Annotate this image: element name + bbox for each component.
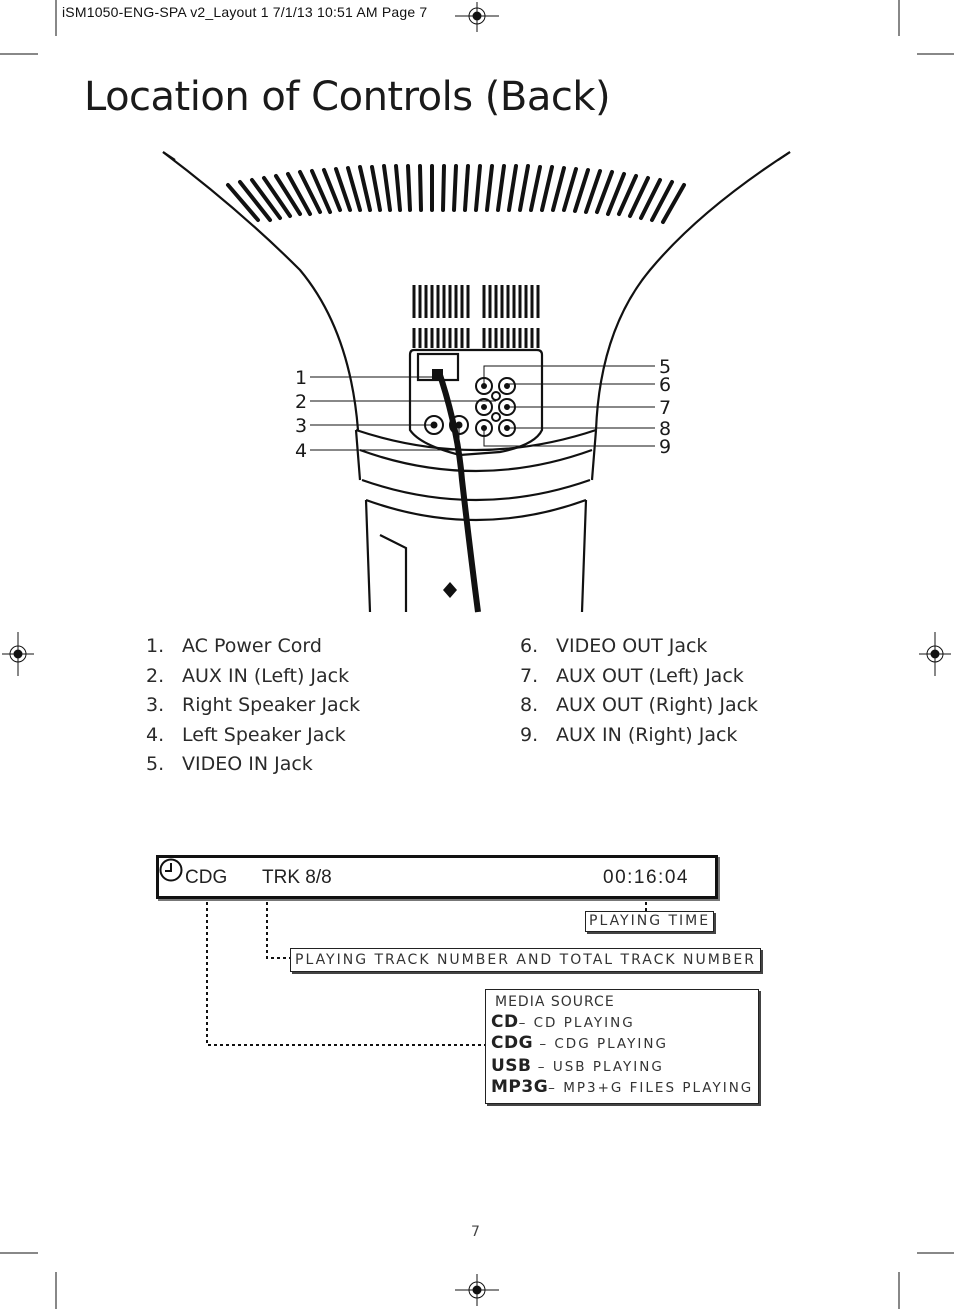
callout-2: 2: [295, 391, 308, 413]
playing-time-label: PLAYING TIME: [585, 911, 714, 932]
media-source-readout: CDG: [185, 867, 228, 888]
clock-icon: [159, 858, 183, 882]
media-row-usb: USB – USB PLAYING: [491, 1056, 664, 1076]
callout-6: 6: [659, 374, 672, 396]
list-item: 6. VIDEO OUT Jack: [520, 635, 708, 657]
print-slug: iSM1050-ENG-SPA v2_Layout 1 7/1/13 10:51 AM Page 7: [62, 4, 428, 20]
list-item: 8. AUX OUT (Right) Jack: [520, 694, 759, 716]
list-item: 4. Left Speaker Jack: [146, 723, 346, 746]
playing-time-readout: 00:16:04: [603, 867, 689, 888]
page-number: 7: [471, 1224, 480, 1240]
list-item: 1. AC Power Cord: [146, 635, 322, 657]
media-row-mp3g: MP3G– MP3+G FILES PLAYING: [491, 1077, 754, 1097]
callout-1: 1: [295, 367, 308, 389]
callout-3: 3: [295, 415, 308, 437]
list-item: 7. AUX OUT (Left) Jack: [520, 664, 744, 687]
list-item: 3. Right Speaker Jack: [146, 694, 361, 716]
media-source-legend: [485, 989, 759, 1104]
page-title: Location of Controls (Back): [84, 74, 611, 120]
callout-8: 8: [659, 418, 672, 440]
track-readout: TRK 8/8: [262, 867, 332, 888]
callout-5: 5: [659, 356, 672, 378]
callout-4: 4: [295, 440, 308, 462]
list-item: 9. AUX IN (Right) Jack: [520, 723, 738, 746]
callout-7: 7: [659, 397, 672, 419]
lcd-display: [156, 855, 718, 899]
track-number-label: PLAYING TRACK NUMBER AND TOTAL TRACK NUMBER: [290, 948, 761, 972]
callout-9: 9: [659, 436, 672, 458]
media-source-header: MEDIA SOURCE: [495, 994, 615, 1010]
media-row-cd: CD– CD PLAYING: [491, 1012, 635, 1032]
list-item: 5. VIDEO IN Jack: [146, 753, 313, 775]
list-item: 2. AUX IN (Left) Jack: [146, 664, 350, 687]
media-row-cdg: CDG – CDG PLAYING: [491, 1033, 668, 1053]
